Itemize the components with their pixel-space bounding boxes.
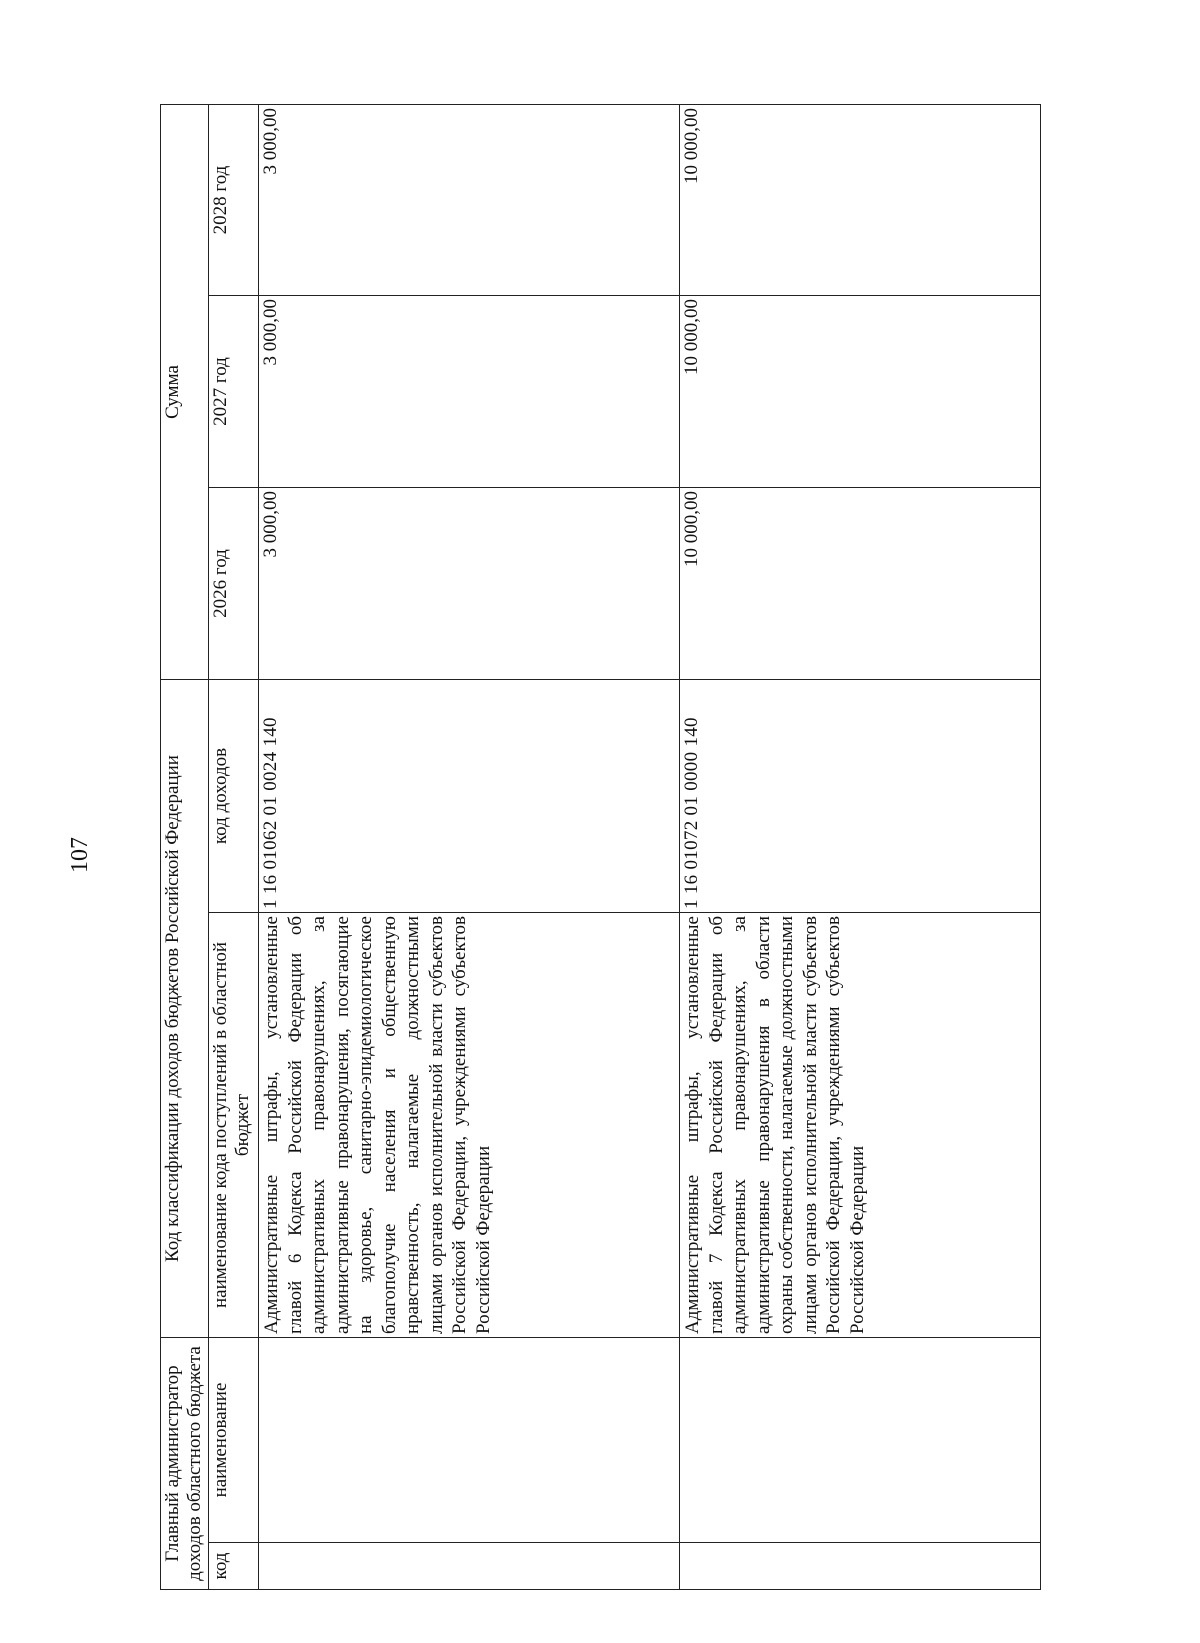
amount-2028-cell: 3 000,00 (259, 104, 680, 295)
classification-group-header: Код классификации доходов бюджетов Российской Федерации (161, 680, 209, 1338)
table-row (680, 104, 1041, 1589)
year-2026-header: 2026 год (209, 488, 259, 680)
income-name-cell: Административные штрафы, установленные главой 6 Кодекса Российской Федерации об административных правонарушениях, за административные правонарушения, посягающие на здоровье, санитарно-эпидемиологическое благополучие населения и общественную нравственность, налагаемые должностными лицами органов исполнительной власти субъектов Российской Федерации, учреждениями субъектов Российской Федерации (259, 913, 680, 1338)
amount-2027-cell: 10 000,00 (680, 296, 1041, 488)
amount-2027-cell: 3 000,00 (259, 296, 680, 488)
income-name-header: наименование кода поступлений в областной бюджет (209, 913, 259, 1338)
rotated-table-wrapper (160, 105, 1040, 1590)
admin-name-cell (680, 1338, 1041, 1543)
header-row-1 (161, 104, 209, 1589)
admin-code-cell (259, 1543, 680, 1590)
year-2027-header: 2027 год (209, 296, 259, 488)
admin-code-cell (680, 1543, 1041, 1590)
income-code-cell: 1 16 01062 01 0024 140 (259, 680, 680, 913)
header-row-2 (209, 104, 259, 1589)
amount-2028-cell: 10 000,00 (680, 104, 1041, 295)
admin-code-header: код (209, 1543, 259, 1590)
admin-group-header: Главный администратор доходов областного бюджета (161, 1338, 209, 1590)
income-name-cell: Административные штрафы, установленные главой 7 Кодекса Российской Федерации об административных правонарушениях, за административные правонарушения в области охраны собственности, налагаемые должностными лицами органов исполнительной власти субъектов Российской Федерации, учреждениями субъектов Российской Федерации (680, 913, 1041, 1338)
admin-name-cell (259, 1338, 680, 1543)
income-code-header: код доходов (209, 680, 259, 913)
admin-name-header: наименование (209, 1338, 259, 1543)
income-table (160, 104, 1041, 1590)
table-row (259, 104, 680, 1589)
amount-2026-cell: 3 000,00 (259, 488, 680, 680)
income-code-cell: 1 16 01072 01 0000 140 (680, 680, 1041, 913)
page-number: 107 (66, 837, 93, 873)
amount-2026-cell: 10 000,00 (680, 488, 1041, 680)
year-2028-header: 2028 год (209, 104, 259, 295)
sum-group-header: Сумма (161, 104, 209, 679)
